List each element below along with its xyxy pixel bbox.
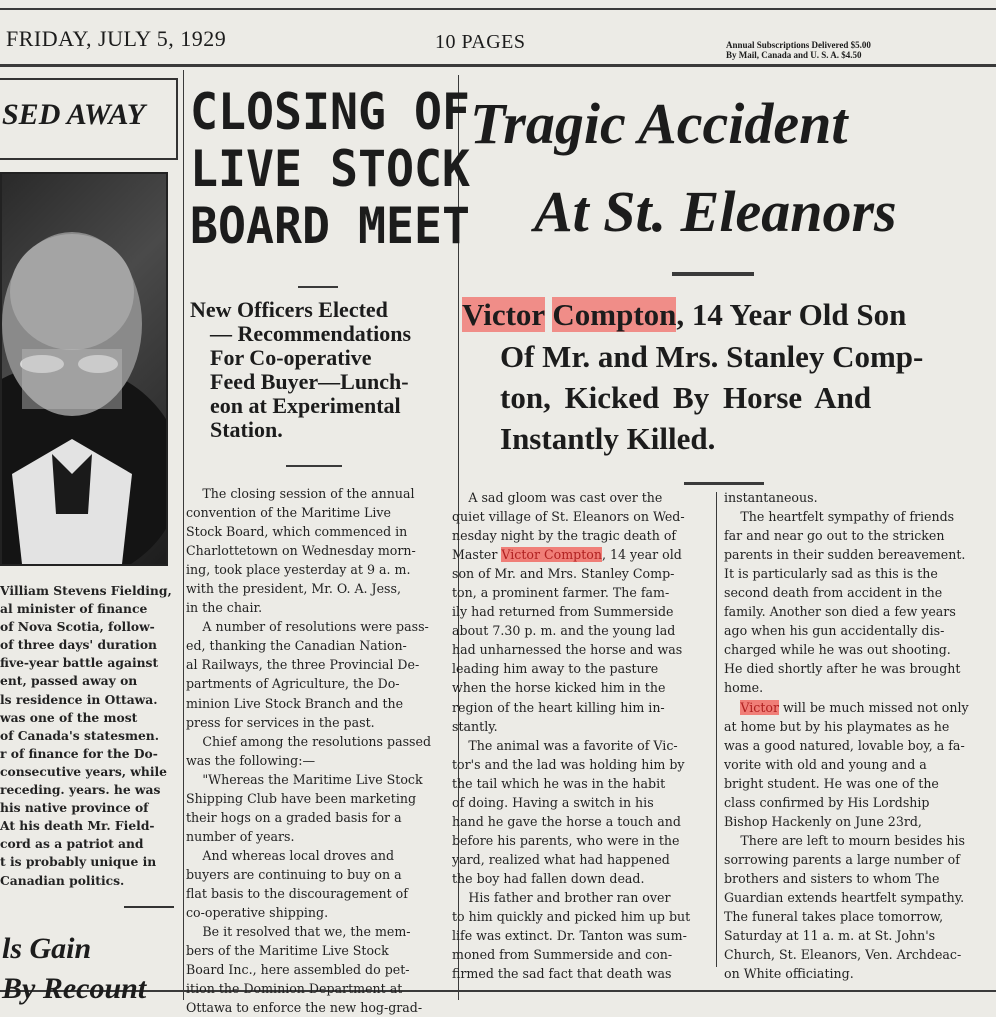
stock-deck-line-3: For Co-operative <box>210 345 372 370</box>
stock-headline-line-3: BOARD MEET <box>190 197 470 255</box>
tragic-subhead-line-3: ton, Kicked By Horse And <box>500 380 872 415</box>
tragic-col1-line: leading him away to the pasture <box>452 661 659 677</box>
tragic-col2-line: charged while he was out shooting. <box>724 642 951 658</box>
stock-article-body <box>186 484 446 1017</box>
stock-body-line: Board Inc., here assembled do pet- <box>186 962 410 978</box>
caption-line: Villiam Stevens Fielding, <box>0 583 172 598</box>
caption-line: his native province of <box>0 800 149 816</box>
tragic-subhead-line-4: Instantly Killed. <box>500 421 716 456</box>
stock-body-line: ition the Dominion Department at <box>186 981 403 997</box>
stock-deck <box>190 298 450 442</box>
stock-body-line: number of years. <box>186 828 295 844</box>
tragic-col2-line: instantaneous. <box>724 490 818 505</box>
tragic-col2-line: It is particularly sad as this is the <box>724 566 938 582</box>
tragic-col1-line: yard, realized what had happened <box>452 851 670 867</box>
tragic-col2-line: Bishop Hackenly on June 23rd, <box>724 813 922 829</box>
stock-body-line: ed, thanking the Canadian Nation- <box>186 638 407 654</box>
stock-body-line: minion Live Stock Branch and the <box>186 695 404 711</box>
text-segment: will be much missed not only <box>779 699 969 715</box>
recount-headline-1: ls Gain <box>2 932 92 965</box>
tragic-col1-line: The animal was a favorite of Vic- <box>468 737 678 753</box>
tragic-column-1 <box>452 488 714 983</box>
tragic-col1-line: stantly. <box>452 718 498 734</box>
caption-line: Canadian politics. <box>0 872 125 888</box>
stock-headline-line-2: LIVE STOCK <box>190 140 470 198</box>
tragic-headline-line-2: At St. Eleanors <box>534 179 897 244</box>
masthead-top-rule <box>0 8 996 10</box>
tragic-col1-line: moned from Summerside and con- <box>452 947 673 963</box>
tragic-subhead-rule <box>684 482 764 485</box>
stock-body-line: Be it resolved that we, the mem- <box>202 924 411 940</box>
stock-body-line: bers of the Maritime Live Stock <box>186 943 389 959</box>
tragic-col1-line: son of Mr. and Mrs. Stanley Comp- <box>452 566 675 582</box>
tragic-col2-line <box>724 698 994 717</box>
tragic-col1-line: before his parents, who were in the <box>452 832 680 848</box>
tragic-col1-line: to him quickly and picked him up but <box>452 909 691 925</box>
tragic-col1-line: when the horse kicked him in the <box>452 680 666 696</box>
stock-body-line: convention of the Maritime Live <box>186 505 391 521</box>
highlighted-name: Victor Compton <box>501 547 603 563</box>
stock-body-line: Stock Board, which commenced in <box>186 524 408 540</box>
tragic-col2-line: brothers and sisters to whom The <box>724 870 940 886</box>
tragic-col1-line: firmed the sad fact that death was <box>452 966 672 982</box>
stock-headline-line-1: CLOSING OF <box>190 83 470 141</box>
tragic-col2-line: Guardian extends heartfelt sympathy. <box>724 889 965 905</box>
tragic-col1-line: ily had returned from Summerside <box>452 604 674 620</box>
tragic-col1-line: the boy had fallen down dead. <box>452 870 645 886</box>
tragic-headline-rule <box>672 272 754 276</box>
tragic-col1-line: about 7.30 p. m. and the young lad <box>452 623 676 639</box>
tragic-col2-line: sorrowing parents a large number of <box>724 851 960 867</box>
tragic-col2-line: was a good natured, lovable boy, a fa- <box>724 737 965 753</box>
issue-date: FRIDAY, JULY 5, 1929 <box>6 26 227 51</box>
stock-body-line: press for services in the past. <box>186 714 375 730</box>
tragic-subhead-line-2: Of Mr. and Mrs. Stanley Comp- <box>500 339 924 374</box>
tragic-column-2 <box>724 488 994 983</box>
stock-body-line: Ottawa to enforce the new hog-grad- <box>186 1000 423 1016</box>
stock-body-line: partments of Agriculture, the Do- <box>186 676 400 692</box>
tragic-subhead-line-1 <box>462 295 906 335</box>
subscription-line-1: Annual Subscriptions Delivered $5.00 <box>726 40 871 50</box>
tragic-col1-line: life was extinct. Dr. Tanton was sum- <box>452 928 687 944</box>
stock-headline-rule <box>298 286 338 288</box>
page-bottom-rule <box>0 990 996 992</box>
tragic-col1-line: quiet village of St. Eleanors on Wed- <box>452 509 685 525</box>
caption-line: ent, passed away on <box>0 673 138 689</box>
tragic-col1-line: region of the heart killing him in- <box>452 699 665 715</box>
stock-body-line: A number of resolutions were pass- <box>202 619 429 635</box>
stock-deck-line-1: New Officers Elected <box>190 297 388 322</box>
stock-body-line: Chief among the resolutions passed <box>202 733 432 749</box>
caption-line: of Nova Scotia, follow- <box>0 619 155 635</box>
column-rule-3 <box>716 492 717 967</box>
stock-headline <box>190 84 470 255</box>
caption-line: of Canada's statesmen. <box>0 727 160 743</box>
stock-body-line: with the president, Mr. O. A. Jess, <box>186 581 401 597</box>
tragic-col2-line: Saturday at 11 a. m. at St. John's <box>724 928 936 944</box>
stock-body-line: was the following:— <box>186 752 316 768</box>
subscription-line-2: By Mail, Canada and U. S. A. $4.50 <box>726 50 862 60</box>
tragic-col2-line: There are left to mourn besides his <box>740 832 966 848</box>
highlighted-last-name: Compton <box>552 297 677 332</box>
highlighted-first-name: Victor <box>462 297 545 332</box>
stock-body-line: Shipping Club have been marketing <box>186 790 417 806</box>
tragic-headline-line-1: Tragic Accident <box>470 91 848 156</box>
stock-body-line: al Railways, the three Provincial De- <box>186 657 420 673</box>
stock-body-line: buyers are continuing to buy on a <box>186 866 402 882</box>
tragic-col2-line: class confirmed by His Lordship <box>724 794 930 810</box>
highlighted-name: Victor <box>740 699 779 715</box>
obituary-caption <box>0 582 176 890</box>
portrait-photo <box>0 172 168 566</box>
tragic-col1-line: His father and brother ran over <box>468 889 671 905</box>
caption-line: ls residence in Ottawa. <box>0 691 158 707</box>
stock-deck-rule <box>286 465 342 467</box>
tragic-col1-line: nesday night by the tragic death of <box>452 528 677 544</box>
tragic-col2-line: on White officiating. <box>724 966 854 982</box>
stock-deck-line-4: Feed Buyer—Lunch- <box>210 369 409 394</box>
tragic-col1-line: had unharnessed the horse and was <box>452 642 683 658</box>
tragic-col1-line <box>452 545 714 564</box>
text-segment: , 14 year old <box>602 547 682 563</box>
caption-line: cord as a patriot and <box>0 836 144 852</box>
tragic-col2-line: The funeral takes place tomorrow, <box>724 909 944 925</box>
tragic-col2-line: vorite with old and young and a <box>724 756 927 772</box>
tragic-col1-line: tor's and the lad was holding him by <box>452 756 685 772</box>
caption-line: of three days' duration <box>0 637 157 653</box>
caption-line: At his death Mr. Field- <box>0 818 155 834</box>
portrait-illustration <box>2 174 166 564</box>
stock-body-line: The closing session of the annual <box>202 486 415 501</box>
caption-line: consecutive years, while <box>0 763 167 779</box>
tragic-col2-line: at home but by his playmates as he <box>724 718 950 734</box>
tragic-col2-line: He died shortly after he was brought <box>724 661 961 677</box>
stock-body-line: flat basis to the discouragement of <box>186 885 408 901</box>
caption-line: t is probably unique in <box>0 854 157 870</box>
tragic-col1-line: ton, a prominent farmer. The fam- <box>452 585 670 601</box>
page-count: 10 PAGES <box>435 31 526 53</box>
tragic-col1-line: the tail which he was in the habit <box>452 775 666 791</box>
subscription-rates <box>726 40 871 60</box>
stock-body-line: in the chair. <box>186 600 263 616</box>
stock-body-line: ing, took place yesterday at 9 a. m. <box>186 562 411 578</box>
caption-text <box>0 582 176 890</box>
tragic-col1-line: of doing. Having a switch in his <box>452 794 654 810</box>
caption-line: five-year battle against <box>0 655 159 671</box>
masthead-bottom-rule <box>0 64 996 67</box>
stock-body-line: their hogs on a graded basis for a <box>186 809 402 825</box>
caption-line: was one of the most <box>0 709 138 725</box>
stock-body-line: co-operative shipping. <box>186 905 329 921</box>
tragic-col2-line: family. Another son died a few years <box>724 604 956 620</box>
tragic-col1-line: hand he gave the horse a touch and <box>452 813 681 829</box>
tragic-col2-line: parents in their sudden bereavement. <box>724 547 966 563</box>
tragic-subhead-rest: , 14 Year Old Son <box>676 297 907 332</box>
tragic-col2-line: ago when his gun accidentally dis- <box>724 623 945 639</box>
caption-line: al minister of finance <box>0 601 148 617</box>
stock-deck-line-5: eon at Experimental <box>210 393 401 418</box>
stock-deck-line-6: Station. <box>210 417 283 442</box>
tragic-col2-line: Church, St. Eleanors, Ven. Archdeac- <box>724 947 962 963</box>
text-segment: Master <box>452 547 502 563</box>
caption-line: r of finance for the Do- <box>0 745 158 761</box>
tragic-col2-line: home. <box>724 680 764 696</box>
caption-line: receding. years. he was <box>0 782 161 798</box>
passed-away-box <box>0 78 178 160</box>
column-rule-1 <box>183 70 184 1000</box>
recount-headline-2: By Recount <box>2 972 147 1005</box>
stock-deck-line-2: — Recommendations <box>210 321 412 346</box>
tragic-col2-line: far and near go out to the stricken <box>724 528 945 544</box>
tragic-col2-line: second death from accident in the <box>724 585 943 601</box>
passed-away-headline: SED AWAY <box>2 98 146 131</box>
tragic-col2-line: The heartfelt sympathy of friends <box>740 509 955 525</box>
tragic-col2-line: bright student. He was one of the <box>724 775 939 791</box>
caption-end-rule <box>124 906 174 908</box>
stock-body-line: And whereas local droves and <box>202 847 395 863</box>
stock-body-line: "Whereas the Maritime Live Stock <box>202 771 423 787</box>
tragic-col1-line: A sad gloom was cast over the <box>468 490 663 505</box>
stock-body-line: Charlottetown on Wednesday morn- <box>186 543 416 559</box>
